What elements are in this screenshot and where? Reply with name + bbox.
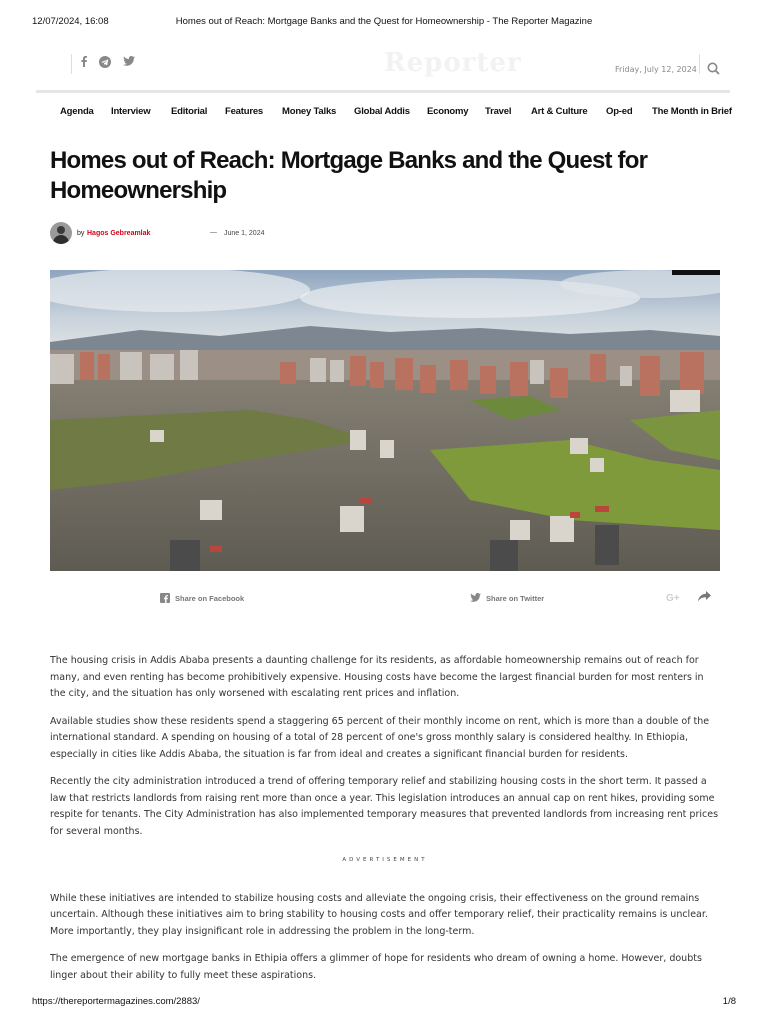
advertisement-label: ADVERTISEMENT — [342, 857, 428, 863]
nav-item-global-addis[interactable]: Global Addis — [354, 106, 410, 117]
nav-item-art-culture[interactable]: Art & Culture — [531, 106, 588, 117]
current-date: Friday, July 12, 2024 — [615, 65, 697, 74]
share-gplus-button[interactable]: G+ — [666, 593, 680, 604]
hero-corner-tab — [672, 270, 720, 275]
main-nav — [0, 106, 768, 122]
print-footer — [0, 996, 768, 1010]
print-page-number: 1/8 — [722, 996, 736, 1007]
print-timestamp: 12/07/2024, 16:08 — [32, 16, 109, 27]
byline-separator: — — [210, 229, 217, 236]
divider — [699, 54, 700, 74]
facebook-icon[interactable] — [80, 56, 88, 70]
article-paragraph: While these initiatives are intended to stabilize housing costs and alleviate the ongoing crisis, their effectiveness on the ground remains uncertain. Although these initiatives aim to bring stability to housing costs and offer temporary relief, their practicality remains is unclear. More importantly, they play insignificant role in addressing the problem in the long-term. — [50, 892, 708, 937]
divider — [71, 54, 72, 74]
site-logo[interactable]: Reporter — [384, 48, 522, 78]
nav-item-editorial[interactable]: Editorial — [171, 106, 208, 117]
print-header — [0, 16, 768, 30]
article-paragraph: Recently the city administration introduced a trend of offering temporary relief and stabilizing housing costs in the short term. It passed a law that restricts landlords from raising rent more than once a year. This legislation introduces an annual cap on rent hikes, providing some respite for tenants. The City Administration has also implemented temporary measures that prevented landlords from increasing rent prices for several months. — [50, 776, 719, 837]
nav-item-agenda[interactable]: Agenda — [60, 106, 94, 117]
hero-image — [50, 270, 720, 571]
nav-item-interview[interactable]: Interview — [111, 106, 151, 117]
article-title: Homes out of Reach: Mortgage Banks and the Quest for Homeownership — [50, 147, 648, 204]
share-facebook-label: Share on Facebook — [175, 594, 245, 603]
share-facebook-button[interactable] — [160, 593, 244, 603]
share-twitter-button[interactable] — [470, 593, 544, 603]
nav-item-features[interactable]: Features — [225, 106, 264, 117]
nav-item-economy[interactable]: Economy — [427, 106, 469, 117]
share-twitter-label: Share on Twitter — [486, 594, 545, 603]
search-icon[interactable] — [707, 62, 721, 76]
nav-item-travel[interactable]: Travel — [485, 106, 512, 117]
byline-prefix: by — [77, 230, 85, 237]
nav-item-money-talks[interactable]: Money Talks — [282, 106, 337, 117]
article-paragraph: The housing crisis in Addis Ababa presents a daunting challenge for its residents, as affordable homeownership remains out of reach for many, and even renting has become prohibitively expensive. Housing costs have become the largest financial burden for most renters in the city, and the situation has only worsened with escalating rent prices and inflation. — [50, 655, 704, 699]
publish-date: June 1, 2024 — [224, 230, 265, 237]
article-paragraph: The emergence of new mortgage banks in Ethipia offers a glimmer of hope for residents who dream of owning a home. However, doubts linger about their ability to fully meet these aspirations. — [50, 953, 702, 981]
twitter-icon — [470, 593, 481, 602]
share-bar — [0, 593, 768, 609]
site-topbar — [0, 48, 768, 78]
telegram-icon[interactable] — [99, 56, 111, 71]
print-url: https://thereportermagazines.com/2883/ — [32, 996, 200, 1007]
share-forward-icon[interactable] — [698, 591, 711, 604]
twitter-icon[interactable] — [123, 56, 135, 69]
nav-item-op-ed[interactable]: Op-ed — [606, 106, 633, 117]
article-body — [50, 653, 720, 995]
header-rule — [36, 90, 730, 93]
print-document-title: Homes out of Reach: Mortgage Banks and the Quest for Homeownership - The Reporter Magazine — [175, 16, 593, 27]
author-link[interactable]: Hagos Gebreamlak — [87, 230, 151, 237]
author-avatar[interactable] — [50, 222, 72, 244]
article-paragraph: Available studies show these residents spend a staggering 65 percent of their monthly income on rent, which is more than a double of the international standard. A spending on housing of a total of 28 percent of one's gross monthly salary is considered healthy. In Ethiopia, especially in cities like Addis Ababa, the situation is far from ideal and creates a significant financial burden for residents. — [50, 715, 710, 760]
article-byline — [50, 222, 450, 244]
nav-item-month-in-brief[interactable]: The Month in Brief — [652, 106, 732, 117]
facebook-icon — [160, 593, 170, 603]
